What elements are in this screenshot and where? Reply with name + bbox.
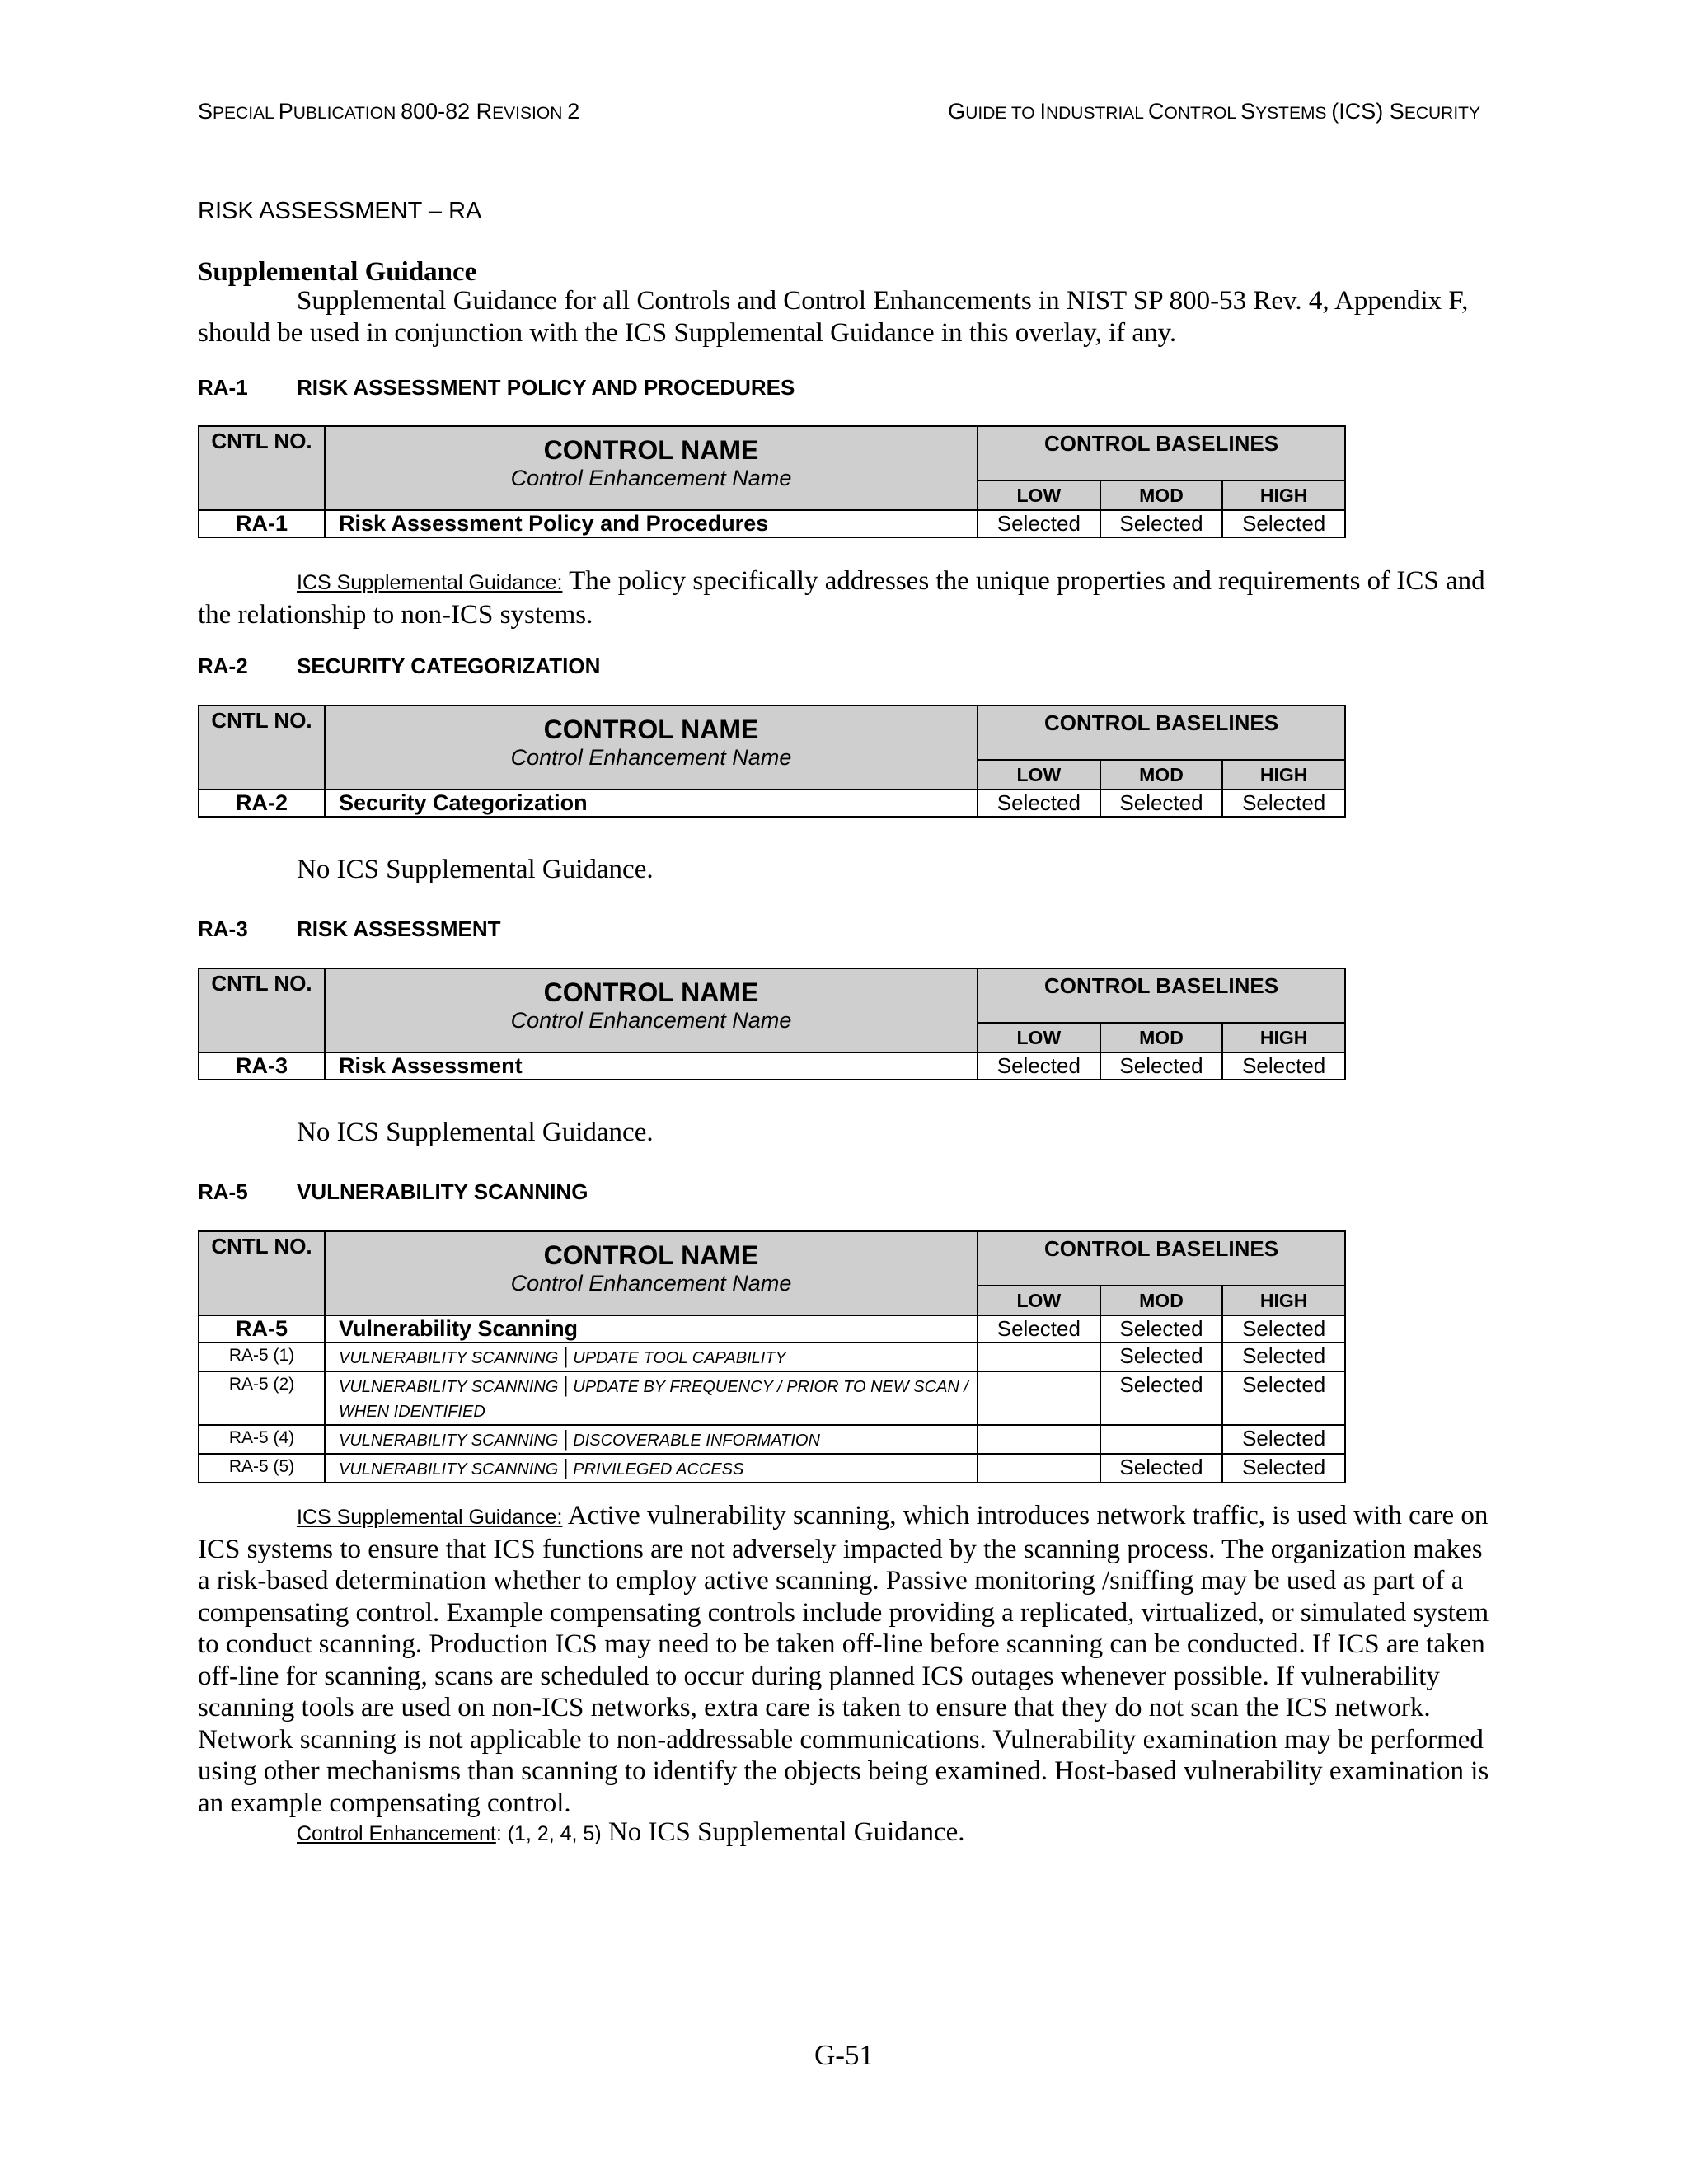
baseline-mod: Selected xyxy=(1100,1343,1223,1371)
baseline-high: Selected xyxy=(1222,1371,1345,1425)
control-baselines-header: CONTROL BASELINES xyxy=(978,1231,1345,1286)
mod-header: MOD xyxy=(1100,760,1223,790)
supplemental-guidance-text: Supplemental Guidance for all Controls and Control Enhancements in NIST SP 800-53 Rev. 4, Appendix F, should be used in conjunction with the ICS Supplemental Guidance in this overlay, if any. xyxy=(198,286,1469,348)
control-name: Vulnerability Scanning xyxy=(325,1315,978,1343)
low-header: LOW xyxy=(978,760,1100,790)
enhancement-name: VULNERABILITY SCANNING | UPDATE BY FREQUENCY / PRIOR TO NEW SCAN / WHEN IDENTIFIED xyxy=(325,1371,978,1425)
baseline-low xyxy=(978,1343,1100,1371)
baseline-mod: Selected xyxy=(1100,510,1223,537)
low-header: LOW xyxy=(978,1023,1100,1052)
control-baselines-header: CONTROL BASELINES xyxy=(978,705,1345,760)
control-number: RA-3 xyxy=(199,1052,325,1080)
control-table xyxy=(198,425,1346,538)
high-header: HIGH xyxy=(1222,760,1345,790)
baseline-high: Selected xyxy=(1222,790,1345,817)
mod-header: MOD xyxy=(1100,1286,1223,1315)
ics-guidance-paragraph: ICS Supplemental Guidance: Active vulnerability scanning, which introduces network traffic, is used with care on ICS systems to ensure that ICS functions are not adversely impacted by the scanning process. The organization makes a risk-based determination whether to employ active scanning. Passive monitoring /sniffing may be used as part of a compensating control. Example compensating controls include providing a replicated, virtualized, or simulated system to conduct scanning. Production ICS may need to be taken off-line before scanning can be conducted. If ICS are taken off-line for scanning, scans are scheduled to occur during planned ICS outages whenever possible. If vulnerability scanning tools are used on non-ICS networks, extra care is taken to ensure that they do not scan the ICS network. Network scanning is not applicable to non-addressable communications. Vulnerability examination may be performed using other mechanisms than scanning to identify the objects being examined. Host-based vulnerability examination is an example compensating control. xyxy=(198,1501,1489,1818)
section-title: RISK ASSESSMENT – RA xyxy=(198,198,482,224)
supplemental-guidance-heading: Supplemental Guidance xyxy=(198,257,477,287)
baseline-mod: Selected xyxy=(1100,1454,1223,1483)
mod-header: MOD xyxy=(1100,480,1223,510)
table-row xyxy=(199,510,1345,537)
enhancement-row xyxy=(199,1454,1345,1483)
ics-guidance-paragraph: No ICS Supplemental Guidance. xyxy=(297,1118,654,1147)
baseline-low: Selected xyxy=(978,790,1100,817)
baseline-low xyxy=(978,1371,1100,1425)
baseline-high: Selected xyxy=(1222,1315,1345,1343)
enhancement-number: RA-5 (1) xyxy=(199,1343,325,1371)
control-heading: RA-5 VULNERABILITY SCANNING xyxy=(198,1179,588,1204)
control-name: Risk Assessment xyxy=(325,1052,978,1080)
low-header: LOW xyxy=(978,1286,1100,1315)
running-header-right: GUIDE TO INDUSTRIAL CONTROL SYSTEMS (ICS) SECURITY xyxy=(948,99,1480,124)
control-table xyxy=(198,1230,1346,1483)
cntl-no-header: CNTL NO. xyxy=(199,968,325,1052)
high-header: HIGH xyxy=(1222,1023,1345,1052)
cntl-no-header: CNTL NO. xyxy=(199,426,325,510)
baseline-low xyxy=(978,1425,1100,1454)
baseline-mod: Selected xyxy=(1100,1052,1223,1080)
baseline-low xyxy=(978,1454,1100,1483)
enhancement-name: VULNERABILITY SCANNING | PRIVILEGED ACCESS xyxy=(325,1454,978,1483)
baseline-low: Selected xyxy=(978,1052,1100,1080)
baseline-high: Selected xyxy=(1222,1425,1345,1454)
baseline-high: Selected xyxy=(1222,1454,1345,1483)
control-name-header: CONTROL NAME Control Enhancement Name xyxy=(325,968,978,1052)
baseline-high: Selected xyxy=(1222,1343,1345,1371)
control-name-header: CONTROL NAME Control Enhancement Name xyxy=(325,705,978,790)
cntl-no-header: CNTL NO. xyxy=(199,1231,325,1315)
control-enhancement-line: Control Enhancement: (1, 2, 4, 5) No ICS Supplemental Guidance. xyxy=(297,1817,965,1847)
enhancement-name: VULNERABILITY SCANNING | DISCOVERABLE INFORMATION xyxy=(325,1425,978,1454)
control-number: RA-1 xyxy=(199,510,325,537)
table-row xyxy=(199,1315,1345,1343)
high-header: HIGH xyxy=(1222,480,1345,510)
table-row xyxy=(199,1052,1345,1080)
control-number: RA-2 xyxy=(199,790,325,817)
control-table xyxy=(198,968,1346,1080)
ics-guidance-paragraph: ICS Supplemental Guidance: The policy specifically addresses the unique properties and requirements of ICS and the relationship to non-ICS systems. xyxy=(198,566,1485,630)
low-header: LOW xyxy=(978,480,1100,510)
control-name-header: CONTROL NAME Control Enhancement Name xyxy=(325,426,978,510)
baseline-low: Selected xyxy=(978,510,1100,537)
control-name: Risk Assessment Policy and Procedures xyxy=(325,510,978,537)
baseline-high: Selected xyxy=(1222,1052,1345,1080)
cntl-no-header: CNTL NO. xyxy=(199,705,325,790)
control-heading: RA-2 SECURITY CATEGORIZATION xyxy=(198,654,601,678)
baseline-mod xyxy=(1100,1425,1223,1454)
control-heading: RA-1 RISK ASSESSMENT POLICY AND PROCEDURES xyxy=(198,375,795,400)
table-row xyxy=(199,790,1345,817)
control-name-header: CONTROL NAME Control Enhancement Name xyxy=(325,1231,978,1315)
high-header: HIGH xyxy=(1222,1286,1345,1315)
control-baselines-header: CONTROL BASELINES xyxy=(978,426,1345,480)
control-number: RA-5 xyxy=(199,1315,325,1343)
baseline-mod: Selected xyxy=(1100,790,1223,817)
baseline-low: Selected xyxy=(978,1315,1100,1343)
page-number: G-51 xyxy=(814,2039,874,2071)
control-table xyxy=(198,705,1346,818)
baseline-mod: Selected xyxy=(1100,1371,1223,1425)
mod-header: MOD xyxy=(1100,1023,1223,1052)
control-baselines-header: CONTROL BASELINES xyxy=(978,968,1345,1023)
enhancement-number: RA-5 (4) xyxy=(199,1425,325,1454)
enhancement-number: RA-5 (2) xyxy=(199,1371,325,1425)
control-heading: RA-3 RISK ASSESSMENT xyxy=(198,916,501,941)
enhancement-row xyxy=(199,1371,1345,1425)
enhancement-row xyxy=(199,1425,1345,1454)
enhancement-name: VULNERABILITY SCANNING | UPDATE TOOL CAPABILITY xyxy=(325,1343,978,1371)
baseline-mod: Selected xyxy=(1100,1315,1223,1343)
enhancement-number: RA-5 (5) xyxy=(199,1454,325,1483)
ics-guidance-paragraph: No ICS Supplemental Guidance. xyxy=(297,855,654,884)
control-name: Security Categorization xyxy=(325,790,978,817)
running-header-left: SPECIAL PUBLICATION 800-82 REVISION 2 xyxy=(198,99,580,124)
baseline-high: Selected xyxy=(1222,510,1345,537)
enhancement-row xyxy=(199,1343,1345,1371)
